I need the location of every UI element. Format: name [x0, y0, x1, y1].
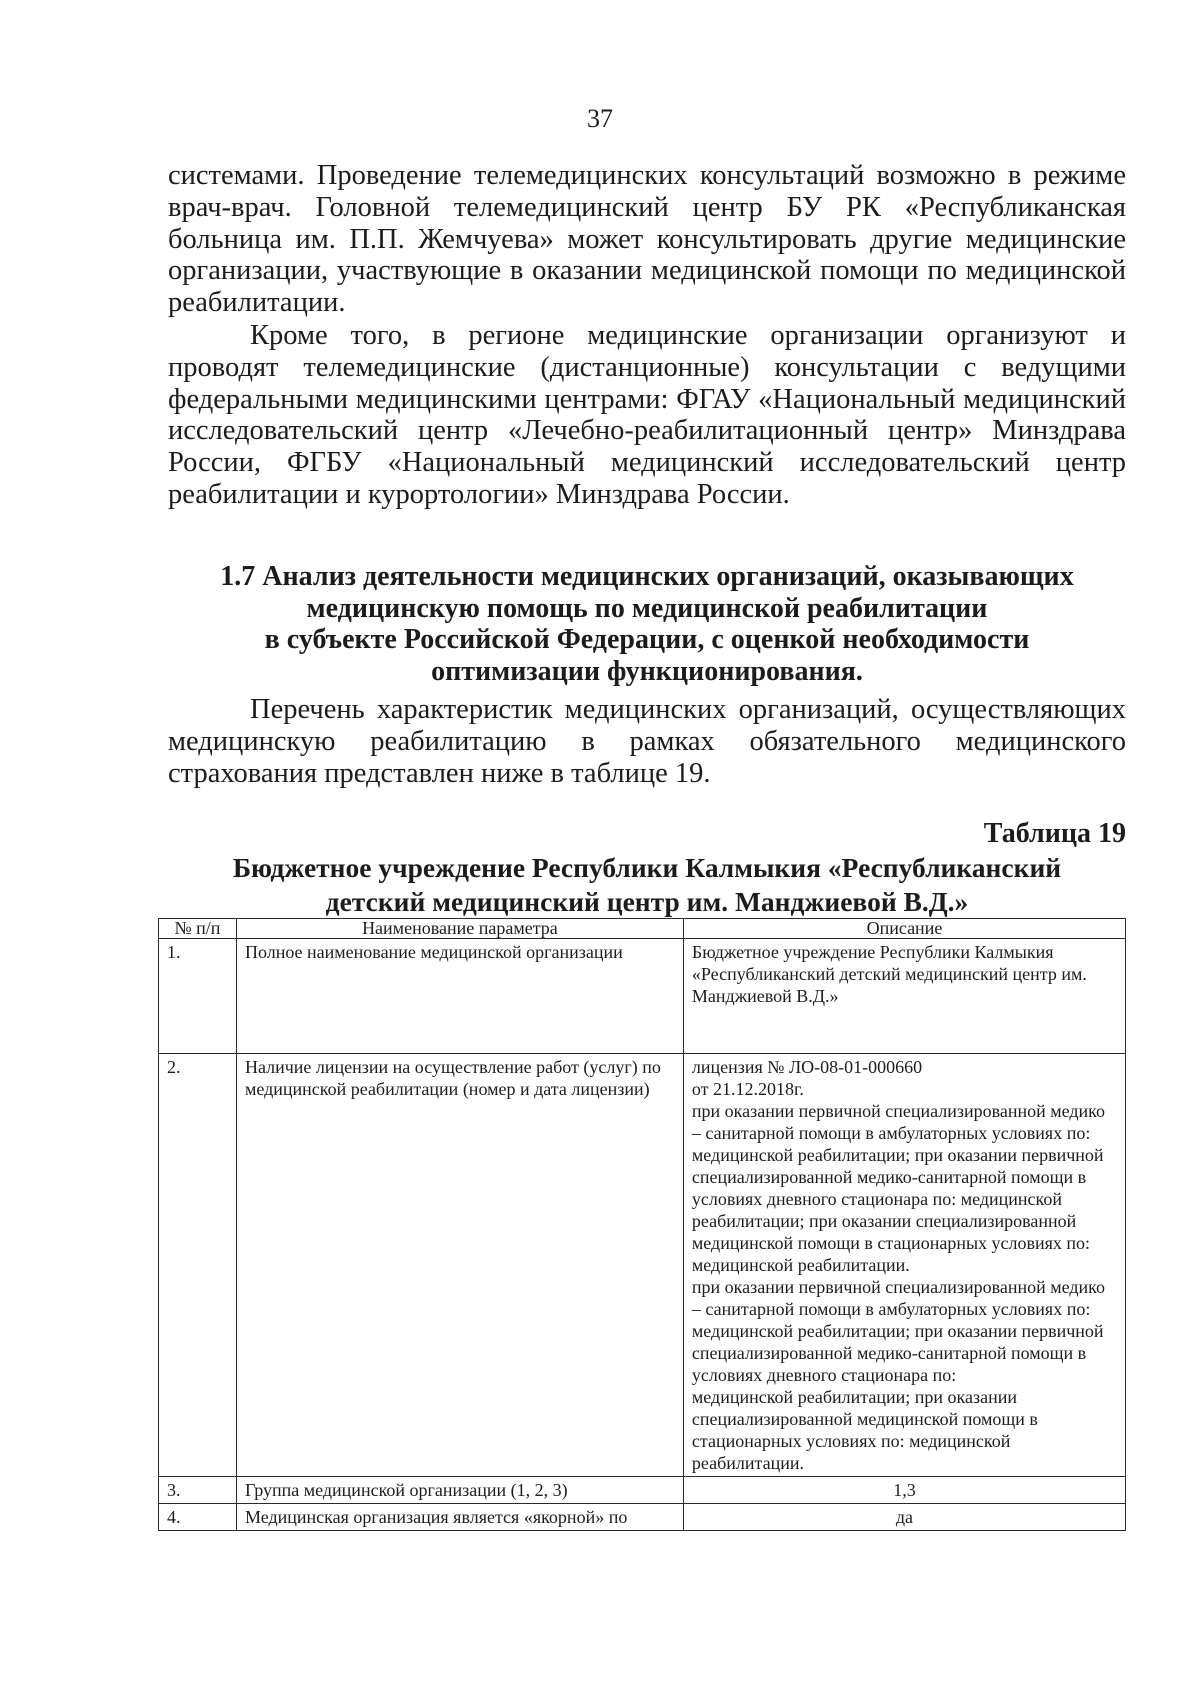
cell-num: 3. — [159, 1477, 237, 1504]
table-row — [159, 1477, 1126, 1504]
header-num: № п/п — [159, 919, 237, 939]
cell-desc — [683, 1054, 1125, 1477]
cell-param: Наличие лицензии на осуществление работ (услуг) по медицинской реабилитации (номер и дата лицензии) — [236, 1054, 683, 1477]
section-heading-line: оптимизации функционирования. — [431, 655, 863, 687]
section-heading-line: в субъекте Российской Федерации, с оценкой необходимости — [264, 624, 1030, 655]
table-title-line: детский медицинский центр им. Манджиевой В.Д.» — [325, 886, 969, 917]
desc-line: медицинской реабилитации; при оказании специализированной медицинской помощи в стационарных условиях по: медицинской реабилитации. — [691, 1387, 1038, 1473]
desc-line: от 21.12.2018г. — [691, 1079, 804, 1099]
cell-desc: Бюджетное учреждение Республики Калмыкия «Республиканский детский медицинский центр им. Манджиевой В.Д.» — [683, 939, 1125, 1054]
section-heading-line: медицинскую помощь по медицинской реабилитации — [306, 592, 988, 624]
table-row — [159, 1504, 1126, 1531]
paragraph-federal-centers: Кроме того, в регионе медицинские организации организуют и проводят телемедицинские (дистанционные) консультации с ведущими федеральными медицинскими центрами: ФГАУ «Национальный медицинский исследовательский центр «Лечебно-реабилитационный центр» Минздрава России, ФГБУ «Национальный медицинский исследовательский центр реабилитации и курортологии» Минздрава России. — [168, 320, 1126, 510]
table-row — [159, 1054, 1126, 1477]
section-heading-line: 1.7 Анализ деятельности медицинских организаций, оказывающих — [220, 561, 1074, 592]
page-number: 37 — [587, 104, 613, 133]
cell-param: Медицинская организация является «якорной» по — [236, 1504, 683, 1531]
cell-desc: 1,3 — [683, 1477, 1125, 1504]
desc-line: при оказании первичной специализированной медико – санитарной помощи в амбулаторных условиях по: медицинской реабилитации; при оказании первичной специализированной медико-санитарной помощи в условиях дневного стационара по: медицинской реабилитации; при оказании специализированной медицинской помощи в стационарных условиях по: медицинской реабилитации. — [691, 1101, 1106, 1275]
cell-num: 2. — [159, 1054, 237, 1477]
parameters-table — [158, 918, 1126, 1531]
paragraph-telemedicine: системами. Проведение телемедицинских консультаций возможно в режиме врач-врач. Головной телемедицинский центр БУ РК «Республиканская больница им. П.П. Жемчуева» может консультировать другие медицинские организации, участвующие в оказании медицинской помощи по медицинской реабилитации. — [168, 160, 1126, 319]
desc-line: при оказании первичной специализированной медико – санитарной помощи в амбулаторных условиях по: медицинской реабилитации; при оказании первичной специализированной медико-санитарной помощи в условиях дневного стационара по: — [691, 1277, 1106, 1385]
cell-desc: да — [683, 1504, 1125, 1531]
cell-param: Полное наименование медицинской организации — [236, 939, 683, 1054]
table-row — [159, 939, 1126, 1054]
cell-num: 4. — [159, 1504, 237, 1531]
table-title — [168, 851, 1126, 919]
header-param: Наименование параметра — [236, 919, 683, 939]
header-desc: Описание — [683, 919, 1125, 939]
table-header-row — [159, 919, 1126, 939]
table-title-line: Бюджетное учреждение Республики Калмыкия «Республиканский — [232, 852, 1062, 883]
cell-num: 1. — [159, 939, 237, 1054]
cell-param: Группа медицинской организации (1, 2, 3) — [236, 1477, 683, 1504]
table-label: Таблица 19 — [983, 818, 1126, 849]
desc-line: лицензия № ЛО-08-01-000660 — [691, 1057, 923, 1077]
paragraph-table-intro: Перечень характеристик медицинских организаций, осуществляющих медицинскую реабилитацию в рамках обязательного медицинского страхования представлен ниже в таблице 19. — [168, 694, 1126, 789]
section-heading — [168, 561, 1126, 687]
